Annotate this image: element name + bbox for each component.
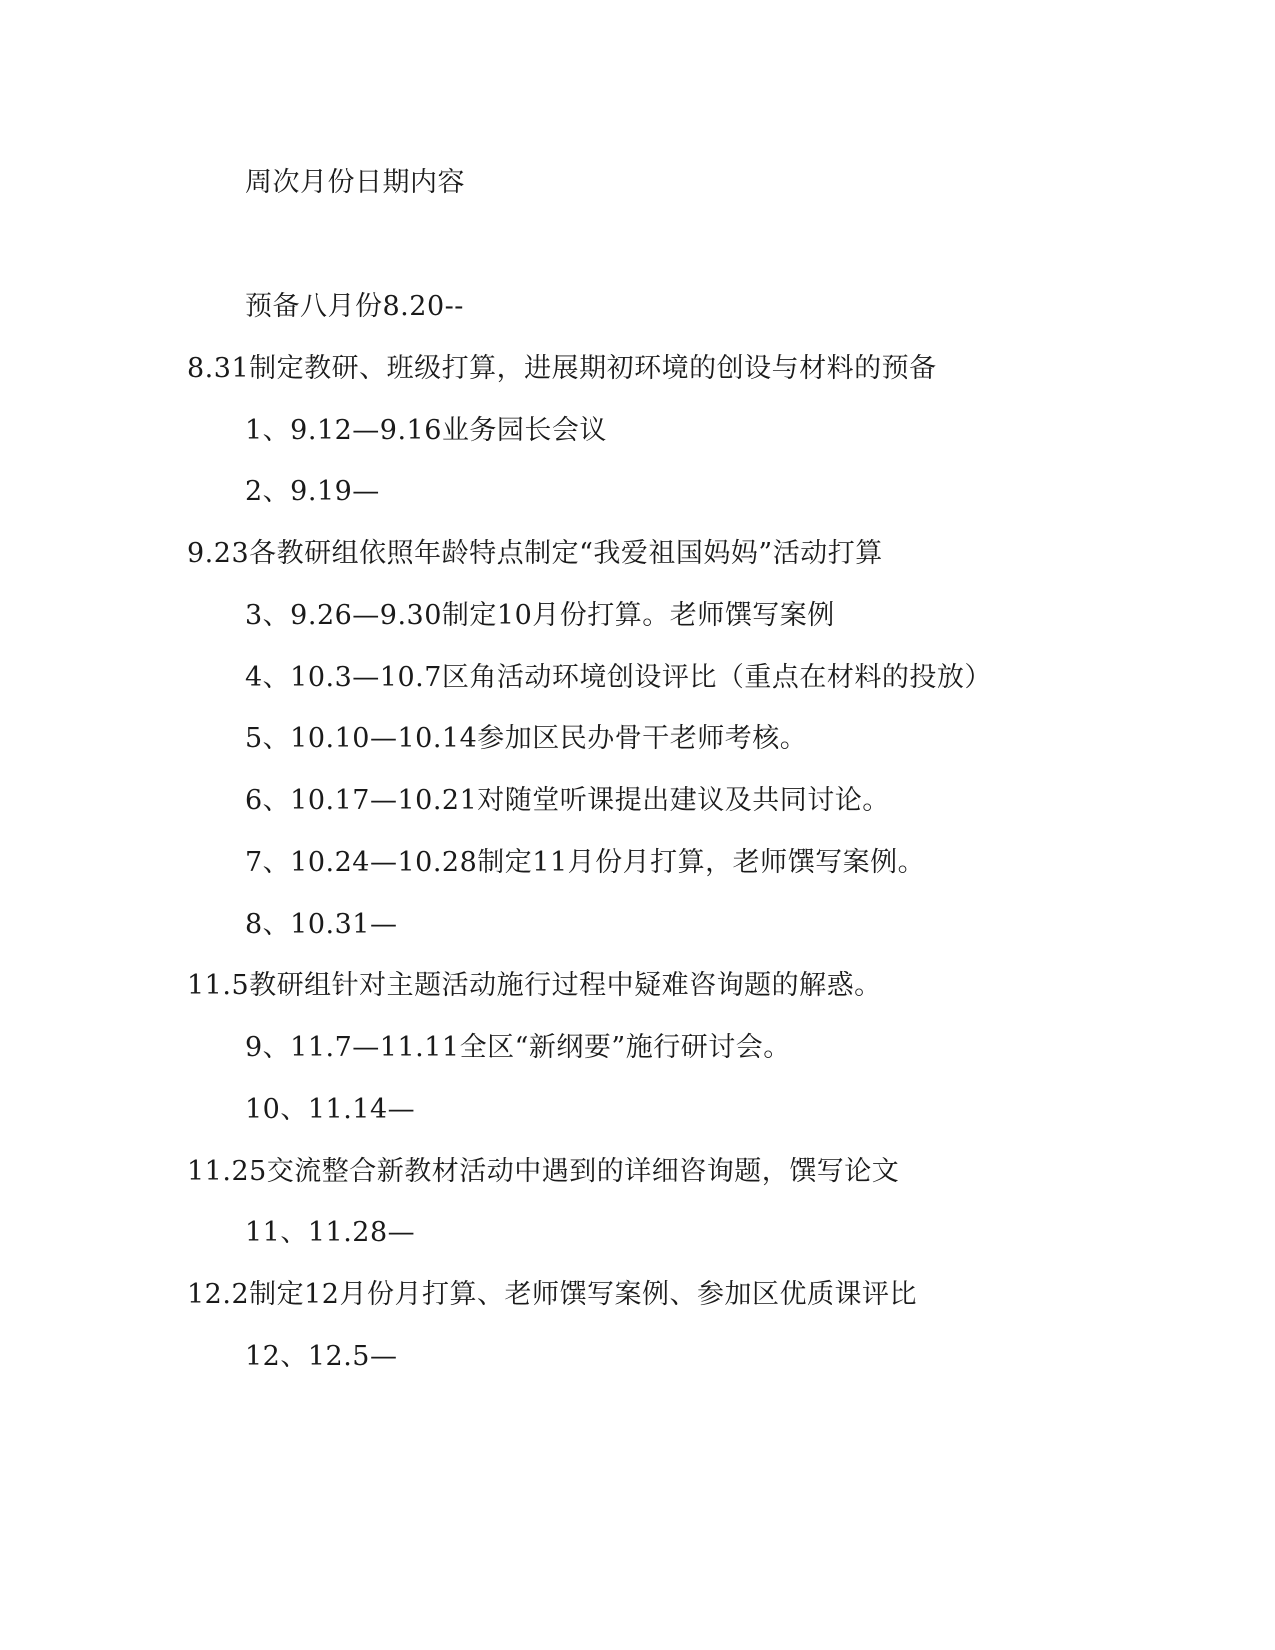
schedule-line: 8、10.31— bbox=[245, 909, 398, 940]
schedule-line: 12、12.5— bbox=[245, 1341, 398, 1372]
schedule-line: 9、11.7—11.11全区“新纲要”施行研讨会。 bbox=[245, 1032, 791, 1063]
schedule-line: 11、11.28— bbox=[245, 1217, 416, 1248]
schedule-line: 4、10.3—10.7区角活动环境创设评比（重点在材料的投放） bbox=[245, 662, 992, 693]
schedule-line: 6、10.17—10.21对随堂听课提出建议及共同讨论。 bbox=[245, 785, 890, 816]
schedule-line: 2、9.19— bbox=[245, 476, 380, 507]
schedule-line: 10、11.14— bbox=[245, 1094, 416, 1125]
table-header-line: 周次月份日期内容 bbox=[245, 167, 465, 198]
schedule-line: 5、10.10—10.14参加区民办骨干老师考核。 bbox=[245, 723, 808, 754]
schedule-line: 11.25交流整合新教材活动中遇到的详细咨询题，馔写论文 bbox=[187, 1156, 900, 1187]
schedule-line: 12.2制定12月份月打算、老师馔写案例、参加区优质课评比 bbox=[187, 1279, 917, 1310]
schedule-line: 11.5教研组针对主题活动施行过程中疑难咨询题的解惑。 bbox=[187, 970, 882, 1001]
schedule-line: 预备八月份8.20-- bbox=[245, 291, 464, 322]
schedule-line: 9.23各教研组依照年龄特点制定“我爱祖国妈妈”活动打算 bbox=[187, 538, 883, 569]
schedule-line: 3、9.26—9.30制定10月份打算。老师馔写案例 bbox=[245, 600, 835, 631]
schedule-line: 8.31制定教研、班级打算，进展期初环境的创设与材料的预备 bbox=[187, 353, 937, 384]
schedule-line: 7、10.24—10.28制定11月份月打算，老师馔写案例。 bbox=[245, 847, 926, 878]
schedule-line: 1、9.12—9.16业务园长会议 bbox=[245, 415, 607, 446]
